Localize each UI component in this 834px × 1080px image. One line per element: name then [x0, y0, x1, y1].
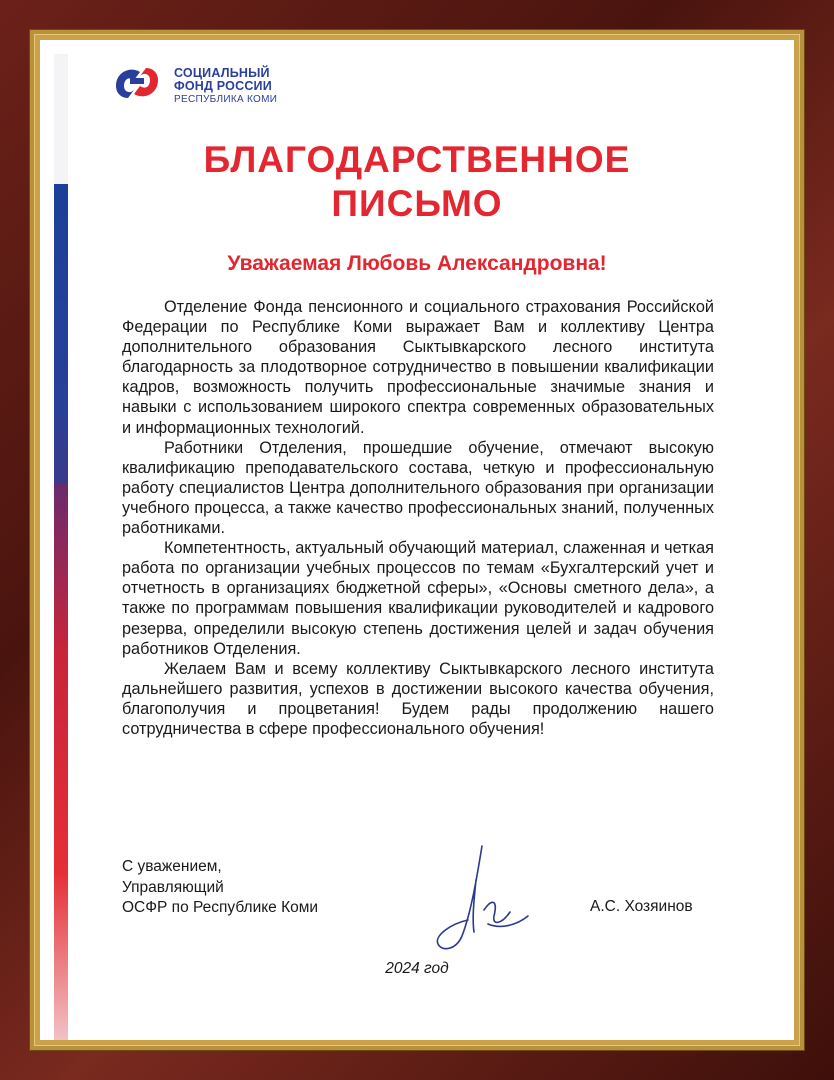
paragraph-3: Компетентность, актуальный обучающий материал, слаженная и четкая работа по организации учебных процессов по темам «Бухгалтерский учет и отчетность в организациях бюджетной сферы», «Основы сметного дела», а также по программам повышения квалификации руководителей и кадрового резерва, определили высокую степень достижения целей и задач обучения работников Отделения.: [122, 539, 714, 658]
closing-line-2: Управляющий: [122, 878, 224, 896]
closing-line-3: ОСФР по Республике Коми: [122, 899, 319, 916]
paragraph-2: Работники Отделения, прошедшие обучение, отмечают высокую квалификацию преподавательского состава, четкую и профессиональную работу специалистов Центра дополнительного образования при организации учебного процесса, а также качество профессиональных знаний, полученных работниками.: [122, 438, 714, 538]
letter-body: [122, 297, 714, 739]
paragraph-1: Отделение Фонда пенсионного и социального страхования Российской Федерации по Республике Коми выражает Вам и коллективу Центра дополнительного образования Сыктывкарского лесного института благодарность за плодотворное сотрудничество в повышении квалификации кадров, возможность получить профессиональные значимые знания и навыки с использованием широкого спектра современных образовательных и информационных технологий.: [122, 298, 714, 437]
closing-block: [122, 857, 318, 919]
paragraph-4: Желаем Вам и всему коллективу Сыктывкарского лесного института дальнейшего развития, успехов в достижении высокого качества обучения, благополучия и процветания! Будем рады продолжению нашего сотрудничества в сфере профессионального обучения!: [122, 659, 714, 738]
title-line-2: ПИСЬМО: [331, 183, 503, 224]
logo-line-1: СОЦИАЛЬНЫЙ: [174, 66, 270, 80]
title-line-1: БЛАГОДАРСТВЕННОЕ: [203, 139, 631, 180]
greeting: Уважаемая Любовь Александровна!: [227, 252, 607, 275]
handwritten-signature: [428, 840, 538, 960]
certificate-paper: [40, 40, 794, 1040]
sfr-logo-icon: [108, 58, 166, 108]
closing-line-1: С уважением,: [122, 858, 222, 875]
logo-line-2: ФОНД РОССИИ: [174, 79, 272, 93]
logo-line-3: РЕСПУБЛИКА КОМИ: [174, 94, 278, 105]
year: 2024 год: [385, 960, 449, 977]
signer-name: А.С. Хозяинов: [590, 898, 693, 915]
